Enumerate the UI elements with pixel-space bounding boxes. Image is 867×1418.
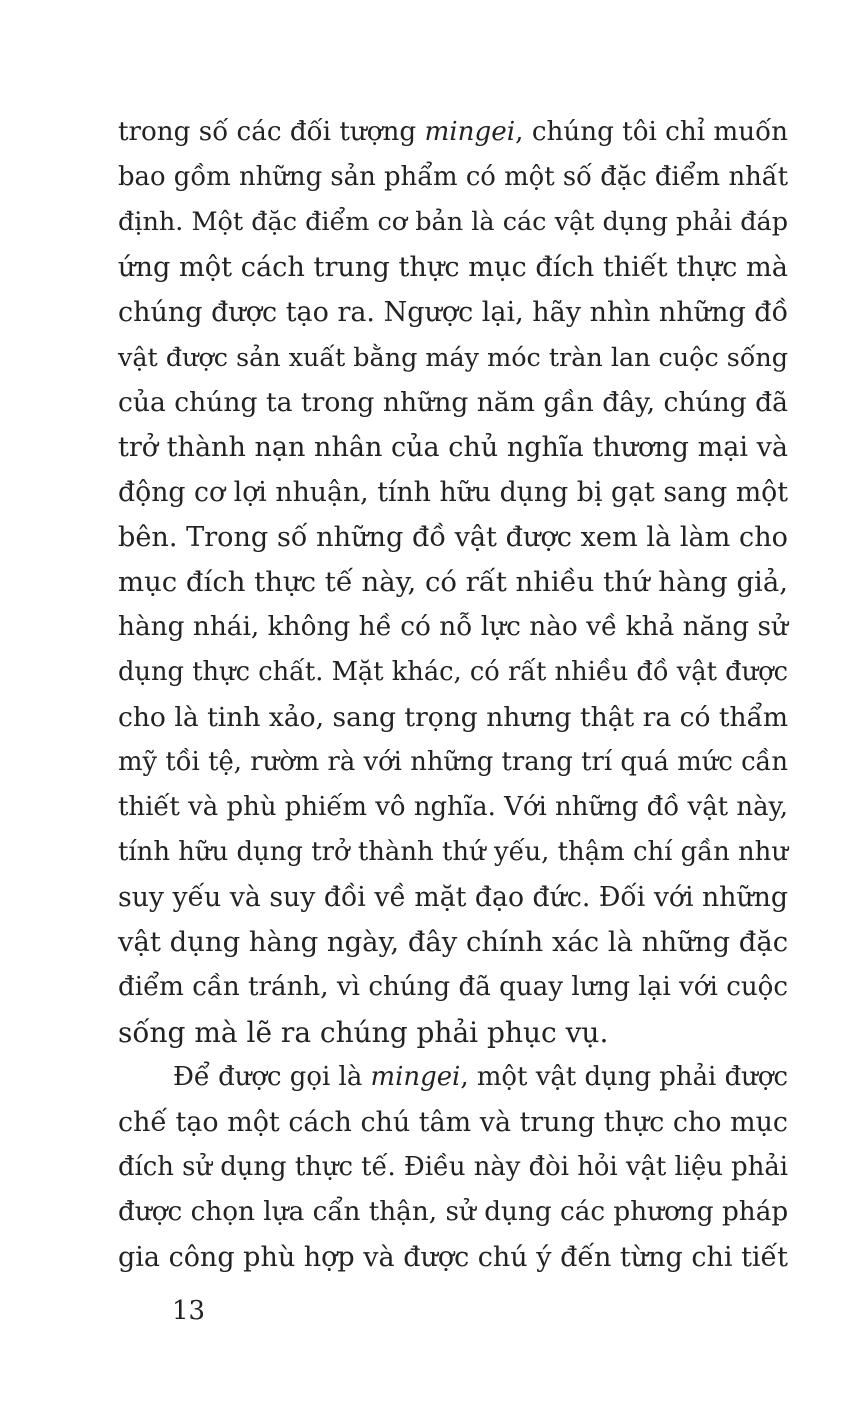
text-line: cho là tinh xảo, sang trọng nhưng thật ra có thẩm xyxy=(118,702,788,733)
body-text xyxy=(118,110,788,1280)
text-line xyxy=(118,110,788,155)
text-line: chúng được tạo ra. Ngược lại, hãy nhìn những đồ xyxy=(118,297,789,328)
text-span: , chúng tôi chỉ muốn xyxy=(515,117,789,147)
text-line: mỹ tồi tệ, rườm rà với những trang trí quá mức cần xyxy=(118,747,788,777)
text-line: của chúng ta trong những năm gần đây, chúng đã xyxy=(118,387,788,418)
text-line: mục đích thực tế này, có rất nhiều thứ hàng giả, xyxy=(118,566,788,598)
text-line: vật được sản xuất bằng máy móc tràn lan cuộc sống xyxy=(118,342,788,372)
text-line: hàng nhái, không hề có nỗ lực nào về khả năng sử xyxy=(118,612,788,642)
text-span: Để được gọi là xyxy=(173,1062,371,1092)
text-span: , một vật dụng phải được xyxy=(460,1062,788,1092)
text-line: tính hữu dụng trở thành thứ yếu, thậm chí gần như xyxy=(118,837,788,867)
text-line: gia công phù hợp và được chú ý đến từng chi tiết xyxy=(118,1242,788,1273)
text-line: đích sử dụng thực tế. Điều này đòi hỏi vật liệu phải xyxy=(118,1152,788,1182)
text-line: bên. Trong số những đồ vật được xem là làm cho xyxy=(118,522,788,553)
italic-term: mingei xyxy=(370,1062,461,1092)
text-line: ứng một cách trung thực mục đích thiết thực mà xyxy=(118,252,788,283)
page-number: 13 xyxy=(172,1296,206,1326)
text-line xyxy=(118,1055,788,1100)
italic-term: mingei xyxy=(424,117,516,147)
text-line: bao gồm những sản phẩm có một số đặc điểm nhất xyxy=(118,162,788,192)
text-line: sống mà lẽ ra chúng phải phục vụ. xyxy=(118,1016,609,1049)
text-line: chế tạo một cách chú tâm và trung thực cho mục xyxy=(118,1107,788,1138)
text-line: trở thành nạn nhân của chủ nghĩa thương mại và xyxy=(118,432,788,463)
text-line: dụng thực chất. Mặt khác, có rất nhiều đồ vật được xyxy=(118,657,788,687)
text-line: thiết và phù phiếm vô nghĩa. Với những đồ vật này, xyxy=(118,792,788,822)
text-line: được chọn lựa cẩn thận, sử dụng các phương pháp xyxy=(118,1197,789,1227)
text-line: định. Một đặc điểm cơ bản là các vật dụng phải đáp xyxy=(118,207,788,237)
text-line: động cơ lợi nhuận, tính hữu dụng bị gạt sang một xyxy=(118,477,788,508)
text-line: suy yếu và suy đồi về mặt đạo đức. Đối với những xyxy=(118,882,788,913)
text-line: điểm cần tránh, vì chúng đã quay lưng lại với cuộc xyxy=(118,972,788,1002)
text-span: trong số các đối tượng xyxy=(118,117,425,147)
text-line: vật dụng hàng ngày, đây chính xác là những đặc xyxy=(118,927,789,958)
